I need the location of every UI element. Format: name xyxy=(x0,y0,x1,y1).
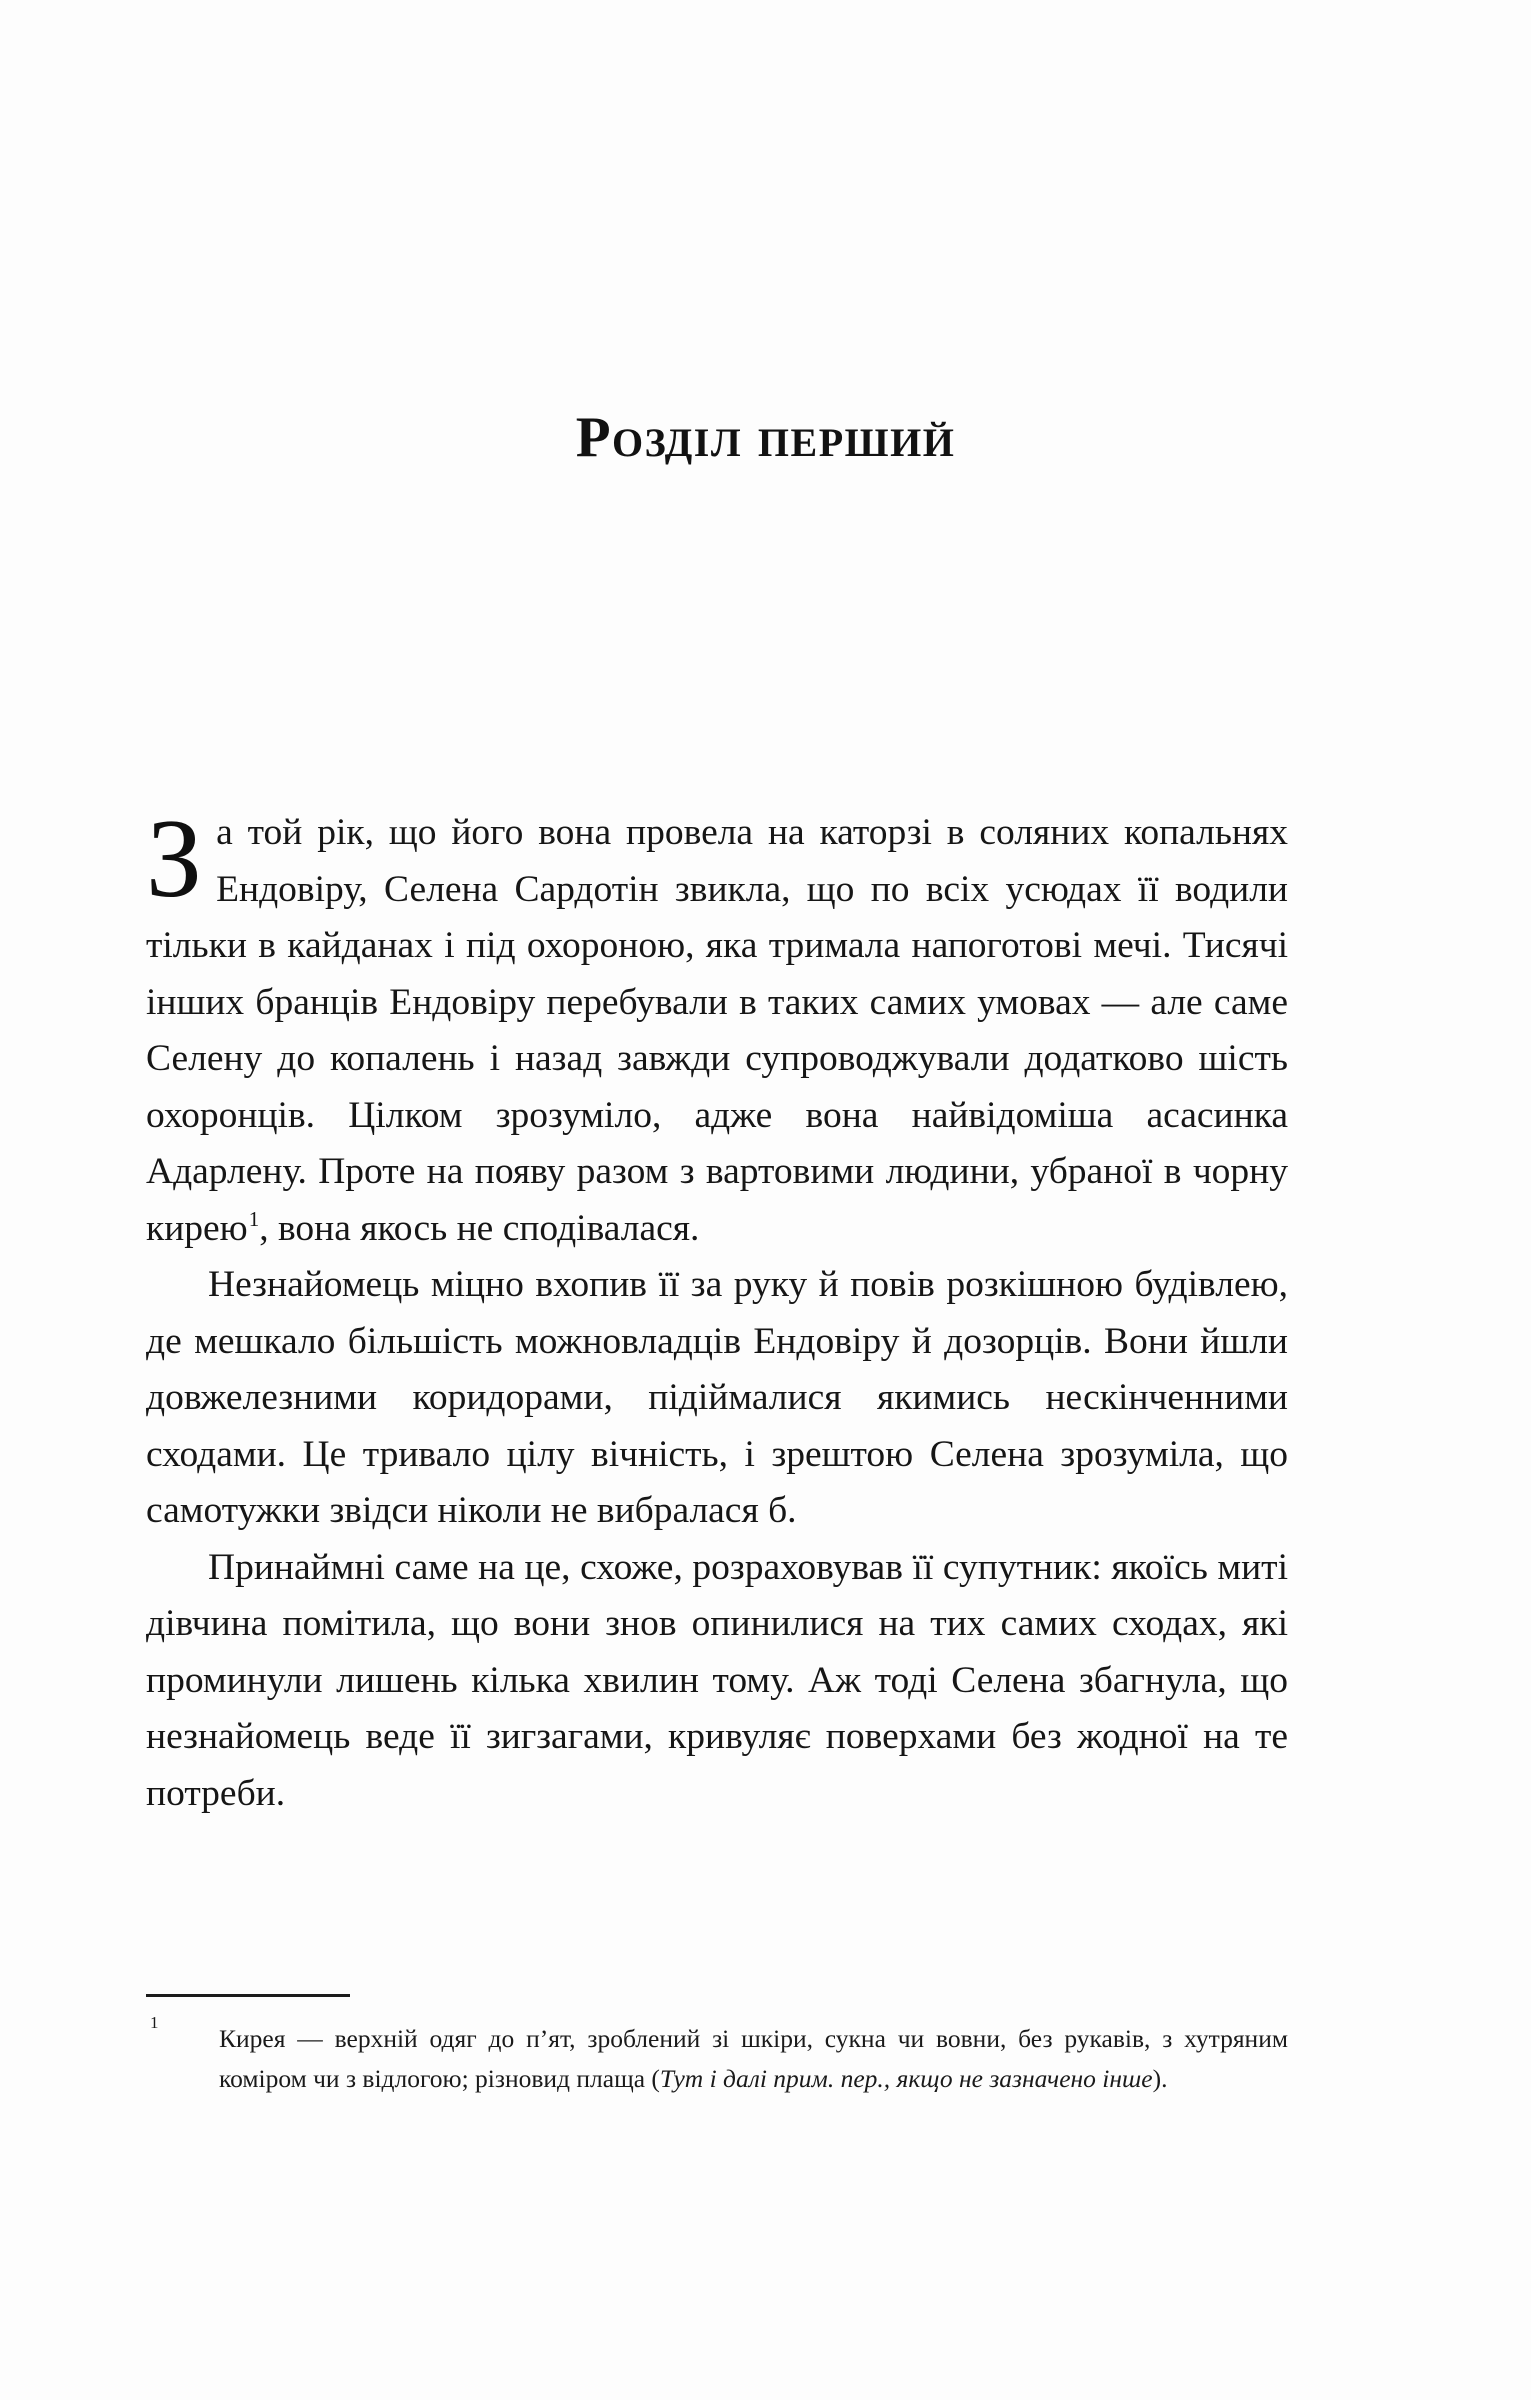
footnote-marker-1: 1 xyxy=(150,2013,159,2032)
paragraph-1-text: а той рік, що його вона провела на каторзі в соляних копальнях Ендовіру, Селена Сардотін звикла, що по всіх усюдах її водили тільки в кайданах і під охороною, яка тримала напоготові мечі. Тисячі інших бранців Ендовіру перебували в таких самих умовах — але саме Селену до копалень і назад завжди супроводжували додатково шість охоронців. Цілком зрозуміло, адже вона найвідоміша асасинка Адарлену. Проте на появу разом з вартовими людини, убраної в чорну кирею xyxy=(146,812,1288,1249)
page-title: Розділ перший xyxy=(575,406,956,470)
footnote-separator-rule xyxy=(146,1994,350,1997)
footnote-text-tail: ). xyxy=(1152,2064,1168,2093)
footnote-reference-1[interactable]: 1 xyxy=(248,1207,260,1231)
footnote-text-italic: Тут і далі прим. пер., якщо не зазначено інше xyxy=(659,2064,1153,2093)
paragraph-2: Незнайомець міцно вхопив її за руку й повів розкішною будівлею, де мешкало більшість можновладців Ендовіру й дозорців. Вони йшли довжелезними коридорами, підіймалися якимись нескінченними сходами. Це тривало цілу вічність, і зрештою Селена зрозуміла, що самотужки звідси ніколи не вибралася б. xyxy=(146,1264,1288,1531)
footnote-item xyxy=(146,2013,1288,2099)
drop-cap: З xyxy=(146,797,203,921)
body-text-column xyxy=(146,797,1288,1822)
paragraph-1 xyxy=(146,797,1288,1257)
paragraph-1-text-tail: , вона якось не сподівалася. xyxy=(259,1207,700,1249)
paragraph-3: Принаймні саме на це, схоже, розраховував її супутник: якоїсь миті дівчина помітила, що вони знов опинилися на тих самих сходах, які проминули лишень кілька хвилин тому. Аж тоді Селена збагнула, що незнайомець веде її зигзагами, кривуляє поверхами без жодної на те потреби. xyxy=(146,1546,1288,1814)
footnote-text-lead: Кирея — верхній одяг до п’ят, зроблений зі шкіри, сукна чи вовни, без рукавів, з хутряним коміром чи з відлогою; різновид плаща ( xyxy=(219,2024,1288,2093)
footnote-area xyxy=(146,1994,1288,2099)
